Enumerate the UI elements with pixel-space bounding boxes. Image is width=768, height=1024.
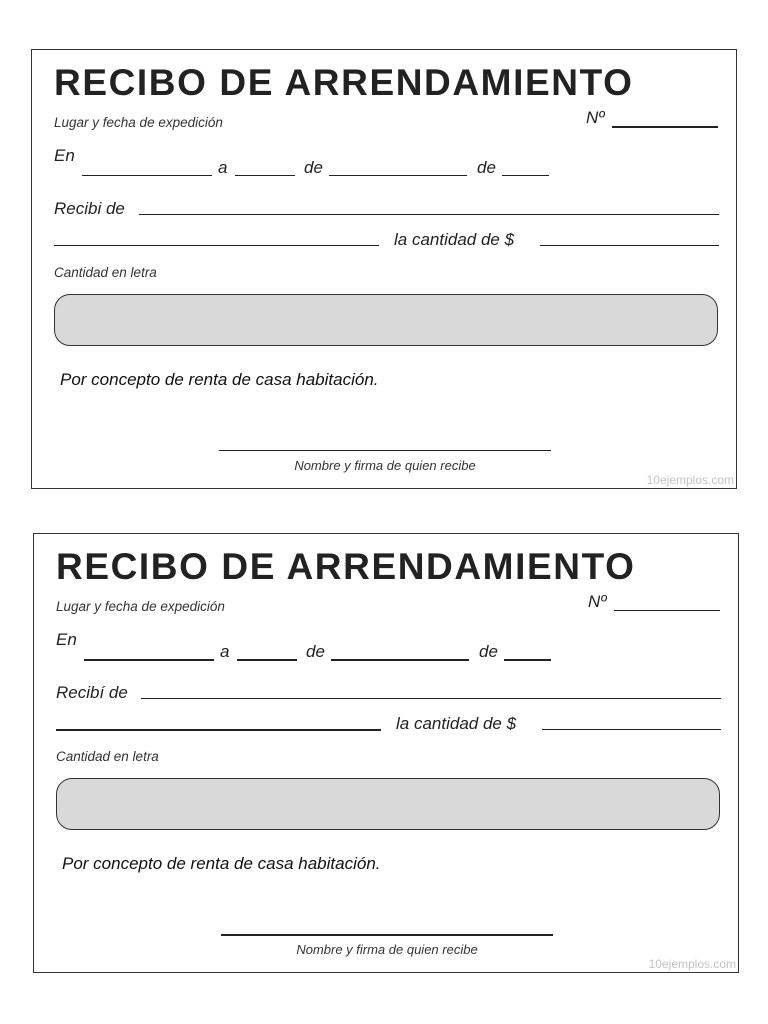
receipt-form-2 — [33, 533, 739, 973]
amount-words-label: Cantidad en letra — [54, 265, 157, 280]
place-date-label: Lugar y fecha de expedición — [54, 115, 223, 130]
amount-words-box[interactable] — [54, 294, 718, 346]
number-field[interactable] — [612, 126, 718, 128]
en-label: En — [54, 146, 75, 165]
number-field[interactable] — [614, 610, 720, 611]
month-field[interactable] — [329, 175, 467, 176]
receipt-title: RECIBO DE ARRENDAMIENTO — [56, 546, 636, 587]
received-from-label: Recibi de — [54, 199, 125, 218]
concept-text: Por concepto de renta de casa habitación. — [60, 370, 379, 389]
amount-field[interactable] — [540, 245, 719, 246]
signature-label: Nombre y firma de quien recibe — [294, 458, 476, 473]
number-label: Nº — [588, 592, 607, 611]
day-field[interactable] — [235, 175, 295, 176]
signature-line[interactable] — [219, 450, 551, 451]
amount-words-box[interactable] — [56, 778, 720, 830]
signature-line[interactable] — [221, 934, 553, 936]
amount-words-label: Cantidad en letra — [56, 749, 159, 764]
amount-field[interactable] — [542, 729, 721, 730]
received-from-field-continued[interactable] — [54, 245, 379, 246]
de-label-1: de — [306, 642, 325, 661]
place-field[interactable] — [82, 175, 212, 176]
a-label: a — [220, 642, 230, 661]
received-from-field[interactable] — [139, 214, 719, 215]
de-label-2: de — [479, 642, 498, 661]
amount-label: la cantidad de $ — [396, 714, 517, 733]
concept-text: Por concepto de renta de casa habitación. — [62, 854, 381, 873]
watermark: 10ejemplos.com — [646, 473, 734, 487]
place-field[interactable] — [84, 659, 214, 661]
de-label-2: de — [477, 158, 496, 177]
received-from-field-continued[interactable] — [56, 729, 381, 731]
year-field[interactable] — [502, 175, 549, 176]
received-from-field[interactable] — [141, 698, 721, 699]
receipt-form-1 — [31, 49, 737, 489]
day-field[interactable] — [237, 659, 297, 661]
amount-label: la cantidad de $ — [394, 230, 515, 249]
receipt-title: RECIBO DE ARRENDAMIENTO — [54, 62, 634, 103]
en-label: En — [56, 630, 77, 649]
watermark: 10ejemplos.com — [648, 957, 736, 971]
received-from-label: Recibí de — [56, 683, 128, 702]
place-date-label: Lugar y fecha de expedición — [56, 599, 225, 614]
de-label-1: de — [304, 158, 323, 177]
year-field[interactable] — [504, 659, 551, 661]
signature-label: Nombre y firma de quien recibe — [296, 942, 478, 957]
month-field[interactable] — [331, 659, 469, 661]
number-label: Nº — [586, 108, 605, 127]
a-label: a — [218, 158, 228, 177]
